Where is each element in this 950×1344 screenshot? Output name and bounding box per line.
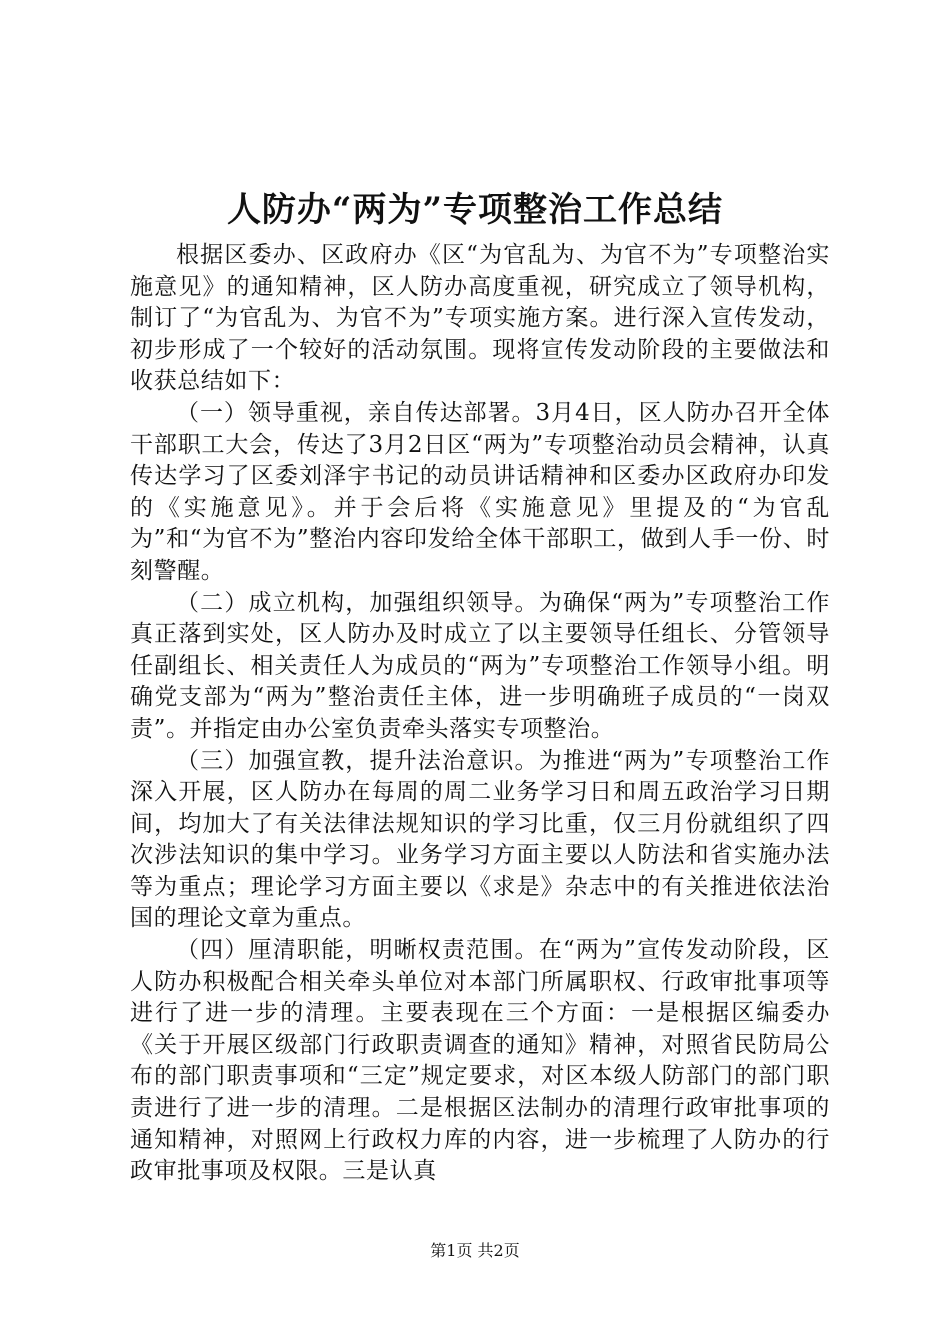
paragraph-section-1: （一）领导重视，亲自传达部署。3月4日，区人防办召开全体干部职工大会，传达了3月2日区“两为”专项整治动员会精神，认真传达学习了区委刘泽宇书记的动员讲话精神和区委办区政府办印发的《实施意见》。并于会后将《实施意见》里提及的“为官乱为”和“为官不为”整治内容印发给全体干部职工，做到人手一份、时刻警醒。 xyxy=(130,399,830,584)
paragraph-section-3: （三）加强宣教，提升法治意识。为推进“两为”专项整治工作深入开展，区人防办在每周的周二业务学习日和周五政治学习日期间，均加大了有关法律法规知识的学习比重，仅三月份就组织了四次涉法知识的集中学习。业务学习方面主要以人防法和省实施办法等为重点；理论学习方面主要以《求是》杂志中的有关推进依法治国的理论文章为重点。 xyxy=(130,747,830,932)
document-body xyxy=(130,240,830,1188)
paragraph-section-4: （四）厘清职能，明晰权责范围。在“两为”宣传发动阶段，区人防办积极配合相关牵头单位对本部门所属职权、行政审批事项等进行了进一步的清理。主要表现在三个方面：一是根据区编委办《关于开展区级部门行政职责调查的通知》精神，对照省民防局公布的部门职责事项和“三定”规定要求，对区本级人防部门的部门职责进行了进一步的清理。二是根据区法制办的清理行政审批事项的通知精神，对照网上行政权力库的内容，进一步梳理了人防办的行政审批事项及权限。三是认真 xyxy=(130,937,830,1185)
paragraph-section-2: （二）成立机构，加强组织领导。为确保“两为”专项整治工作真正落到实处，区人防办及时成立了以主要领导任组长、分管领导任副组长、相关责任人为成员的“两为”专项整治工作领导小组。明确党支部为“两为”整治责任主体，进一步明确班子成员的“一岗双责”。并指定由办公室负责牵头落实专项整治。 xyxy=(130,589,830,742)
page-number-footer: 第1页 共2页 xyxy=(430,1241,520,1260)
paragraph-intro: 根据区委办、区政府办《区“为官乱为、为官不为”专项整治实施意见》的通知精神，区人防办高度重视，研究成立了领导机构，制订了“为官乱为、为官不为”专项实施方案。进行深入宣传发动，初步形成了一个较好的活动氛围。现将宣传发动阶段的主要做法和收获总结如下： xyxy=(130,242,830,395)
document-title: 人防办“两为”专项整治工作总结 xyxy=(226,190,724,230)
